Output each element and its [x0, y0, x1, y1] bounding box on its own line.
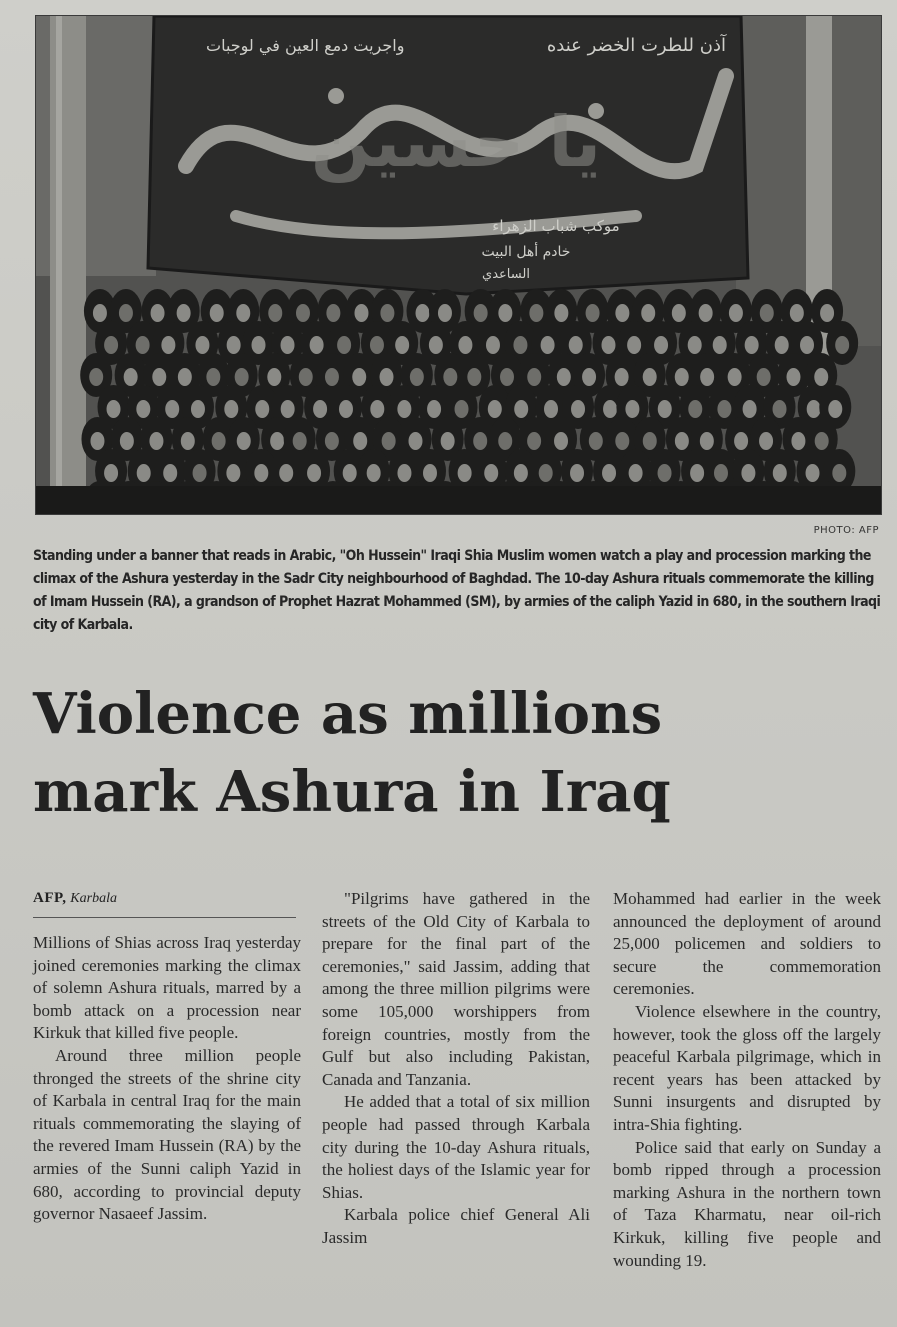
article-paragraph: Around three million people thronged the streets of the shrine city of Karbala in central Iraq for the main rituals commemorating the slaying of the revered Imam Hussein (RA) by the armies of the Sunni caliph Yazid in 680, according to provincial deputy governor Nasaeef Jassim.	[33, 1045, 301, 1224]
article-paragraph: He added that a total of six million people had passed through Karbala city during the 10-day Ashura rituals, the holiest days of the Islamic year for Shias.	[322, 1092, 590, 1202]
banner-top-left-text: واجريت دمع العين في لوجبات	[206, 36, 405, 55]
banner-bottom-text-3: الساعدي	[482, 267, 530, 282]
headline-line-1: Violence as millions	[33, 681, 663, 747]
article-column-2	[322, 888, 590, 1250]
banner-main-text: يا حسين	[310, 101, 602, 183]
article-paragraph: "Pilgrims have gathered in the streets of the Old City of Karbala to prepare for the final part of the ceremonies," said Jassim, adding that among the three million pilgrims were some 105,000 worshippers from foreign countries, mostly from the Gulf but also including Pakistan, Canada and Tanzania.	[322, 889, 590, 1089]
article-paragraph: Karbala police chief General Ali Jassim	[322, 1205, 590, 1247]
byline-place: Karbala	[70, 891, 117, 906]
article-paragraph: Police said that early on Sunday a bomb ripped through a procession marking Ashura in the northern town of Taza Kharmatu, near oil-rich Kirkuk, killing five people and wounding 19.	[613, 1137, 881, 1270]
article-paragraph: Millions of Shias across Iraq yesterday joined ceremonies marking the climax of solemn Ashura rituals, marred by a bomb attack on a procession near Kirkuk that killed five people.	[33, 933, 301, 1043]
article-column-3	[613, 888, 881, 1272]
headline-line-2: mark Ashura in Iraq	[33, 759, 671, 825]
photo-caption: Standing under a banner that reads in Arabic, "Oh Hussein" Iraqi Shia Muslim women watch a play and procession marking the climax of the Ashura yesterday in the Sadr City neighbourhood of Baghdad. The 10-day Ashura rituals commemorate the killing of Imam Hussein (RA), a grandson of Prophet Hazrat Mohammed (SM), by armies of the caliph Yazid in 680, in the southern Iraqi city of Karbala.	[33, 548, 881, 633]
article-paragraph: Mohammed had earlier in the week announced the deployment of around 25,000 policemen and soldiers to secure the commemoration ceremonies.	[613, 889, 881, 999]
byline-agency: AFP,	[33, 890, 67, 906]
byline	[33, 890, 296, 918]
banner-top-right-text: آذن للطرت الخضر عنده	[546, 35, 726, 56]
banner-bottom-text-2: خادم أهل البيت	[481, 244, 571, 260]
article-column-1	[33, 932, 301, 1226]
photo-credit: PHOTO: AFP	[813, 525, 879, 536]
banner-bottom-text: موكب شباب الزهراء	[492, 217, 620, 235]
news-photo	[35, 15, 882, 515]
headline	[33, 675, 873, 831]
article-paragraph: Violence elsewhere in the country, however, took the gloss off the largely peaceful Karbala pilgrimage, which in recent years has been attacked by Sunni insurgents and disrupted by intra-Shia fighting.	[613, 1001, 881, 1134]
